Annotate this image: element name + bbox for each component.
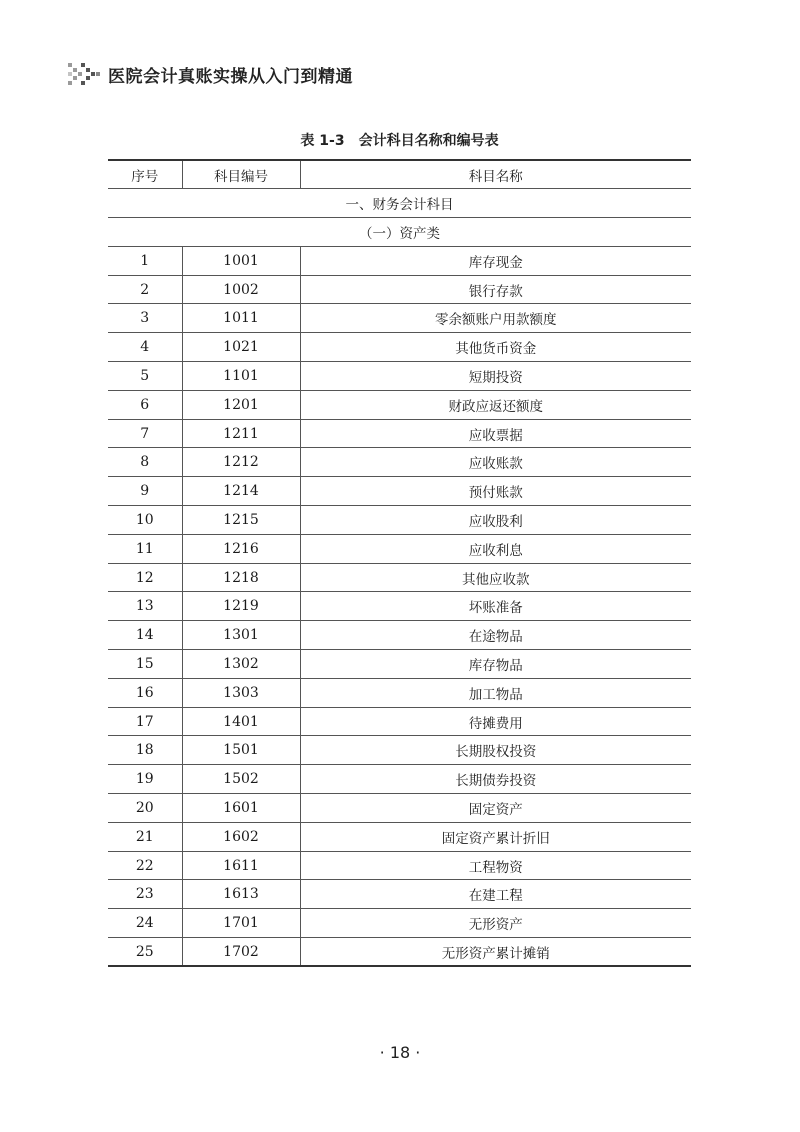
table-number: 表 1-3 (300, 133, 345, 149)
cell-code: 1218 (182, 563, 300, 592)
cell-code: 1301 (182, 621, 300, 650)
cell-code: 1211 (182, 419, 300, 448)
cell-seq: 25 (108, 938, 182, 967)
table-row (108, 794, 691, 823)
table-row (108, 650, 691, 679)
cell-seq: 4 (108, 333, 182, 362)
section-title: 一、财务会计科目 (108, 189, 691, 218)
table-row (108, 938, 691, 967)
table-caption (108, 130, 691, 150)
cell-code: 1702 (182, 938, 300, 967)
cell-seq: 24 (108, 909, 182, 938)
page-number: · 18 · (379, 1043, 421, 1062)
cell-seq: 19 (108, 765, 182, 794)
section-row (108, 189, 691, 218)
cell-name: 应收票据 (300, 419, 691, 448)
table-row (108, 477, 691, 506)
cell-seq: 10 (108, 506, 182, 535)
table-row (108, 765, 691, 794)
cell-seq: 6 (108, 390, 182, 419)
cell-code: 1021 (182, 333, 300, 362)
cell-seq: 1 (108, 246, 182, 275)
cell-code: 1216 (182, 534, 300, 563)
cell-name: 固定资产 (300, 794, 691, 823)
book-title: 医院会计真账实操从入门到精通 (108, 66, 353, 87)
cell-code: 1602 (182, 822, 300, 851)
cell-seq: 5 (108, 362, 182, 391)
table-row (108, 275, 691, 304)
table-row (108, 419, 691, 448)
subsection-row (108, 218, 691, 247)
table-row (108, 592, 691, 621)
cell-seq: 23 (108, 880, 182, 909)
table-row (108, 362, 691, 391)
cell-name: 零余额账户用款额度 (300, 304, 691, 333)
column-header-name: 科目名称 (468, 168, 523, 185)
cell-code: 1502 (182, 765, 300, 794)
cell-code: 1601 (182, 794, 300, 823)
subsection-title: （一）资产类 (108, 218, 691, 247)
cell-code: 1214 (182, 477, 300, 506)
cell-seq: 9 (108, 477, 182, 506)
cell-name: 无形资产 (300, 909, 691, 938)
cell-code: 1101 (182, 362, 300, 391)
cell-seq: 16 (108, 678, 182, 707)
table-row (108, 563, 691, 592)
cell-name: 固定资产累计折旧 (300, 822, 691, 851)
cell-code: 1613 (182, 880, 300, 909)
cell-name: 在建工程 (300, 880, 691, 909)
cell-seq: 20 (108, 794, 182, 823)
cell-seq: 2 (108, 275, 182, 304)
cell-name: 坏账准备 (300, 592, 691, 621)
cell-code: 1302 (182, 650, 300, 679)
running-header (68, 62, 353, 86)
cell-code: 1001 (182, 246, 300, 275)
table-row (108, 506, 691, 535)
cell-code: 1611 (182, 851, 300, 880)
cell-code: 1215 (182, 506, 300, 535)
table-row (108, 534, 691, 563)
cell-code: 1401 (182, 707, 300, 736)
table-header-row (108, 160, 691, 189)
cell-code: 1501 (182, 736, 300, 765)
column-header-seq: 序号 (108, 160, 182, 189)
cell-name: 其他货币资金 (300, 333, 691, 362)
table-row (108, 707, 691, 736)
cell-name: 财政应返还额度 (300, 390, 691, 419)
table-row (108, 736, 691, 765)
cell-name: 待摊费用 (300, 707, 691, 736)
cell-name: 库存现金 (300, 246, 691, 275)
table-row (108, 909, 691, 938)
table-row (108, 678, 691, 707)
cell-seq: 21 (108, 822, 182, 851)
cell-code: 1011 (182, 304, 300, 333)
cell-name: 长期股权投资 (300, 736, 691, 765)
cell-name: 无形资产累计摊销 (300, 938, 691, 967)
cell-name: 应收股利 (300, 506, 691, 535)
table-title: 会计科目名称和编号表 (358, 133, 499, 149)
cell-name: 其他应收款 (300, 563, 691, 592)
table-row (108, 448, 691, 477)
cell-seq: 15 (108, 650, 182, 679)
cell-seq: 12 (108, 563, 182, 592)
cell-seq: 14 (108, 621, 182, 650)
cell-code: 1002 (182, 275, 300, 304)
cell-name: 预付账款 (300, 477, 691, 506)
cell-code: 1219 (182, 592, 300, 621)
table-row (108, 880, 691, 909)
cell-seq: 8 (108, 448, 182, 477)
cell-seq: 13 (108, 592, 182, 621)
cell-name: 在途物品 (300, 621, 691, 650)
cell-name: 工程物资 (300, 851, 691, 880)
table-row (108, 246, 691, 275)
cell-name: 加工物品 (300, 678, 691, 707)
accounts-table (108, 159, 691, 967)
column-header-code: 科目编号 (182, 160, 300, 189)
cell-name: 长期债券投资 (300, 765, 691, 794)
cell-name: 应收账款 (300, 448, 691, 477)
cell-code: 1303 (182, 678, 300, 707)
cell-name: 应收利息 (300, 534, 691, 563)
cell-name: 银行存款 (300, 275, 691, 304)
table-row (108, 621, 691, 650)
table-row (108, 333, 691, 362)
cell-seq: 3 (108, 304, 182, 333)
cell-code: 1701 (182, 909, 300, 938)
cell-name: 库存物品 (300, 650, 691, 679)
table-row (108, 390, 691, 419)
table-row (108, 822, 691, 851)
cell-name: 短期投资 (300, 362, 691, 391)
cell-seq: 17 (108, 707, 182, 736)
cell-seq: 11 (108, 534, 182, 563)
cell-seq: 7 (108, 419, 182, 448)
cell-code: 1212 (182, 448, 300, 477)
cell-seq: 18 (108, 736, 182, 765)
table-row (108, 304, 691, 333)
cell-seq: 22 (108, 851, 182, 880)
table-row (108, 851, 691, 880)
chevron-logo-icon (68, 63, 102, 85)
cell-code: 1201 (182, 390, 300, 419)
